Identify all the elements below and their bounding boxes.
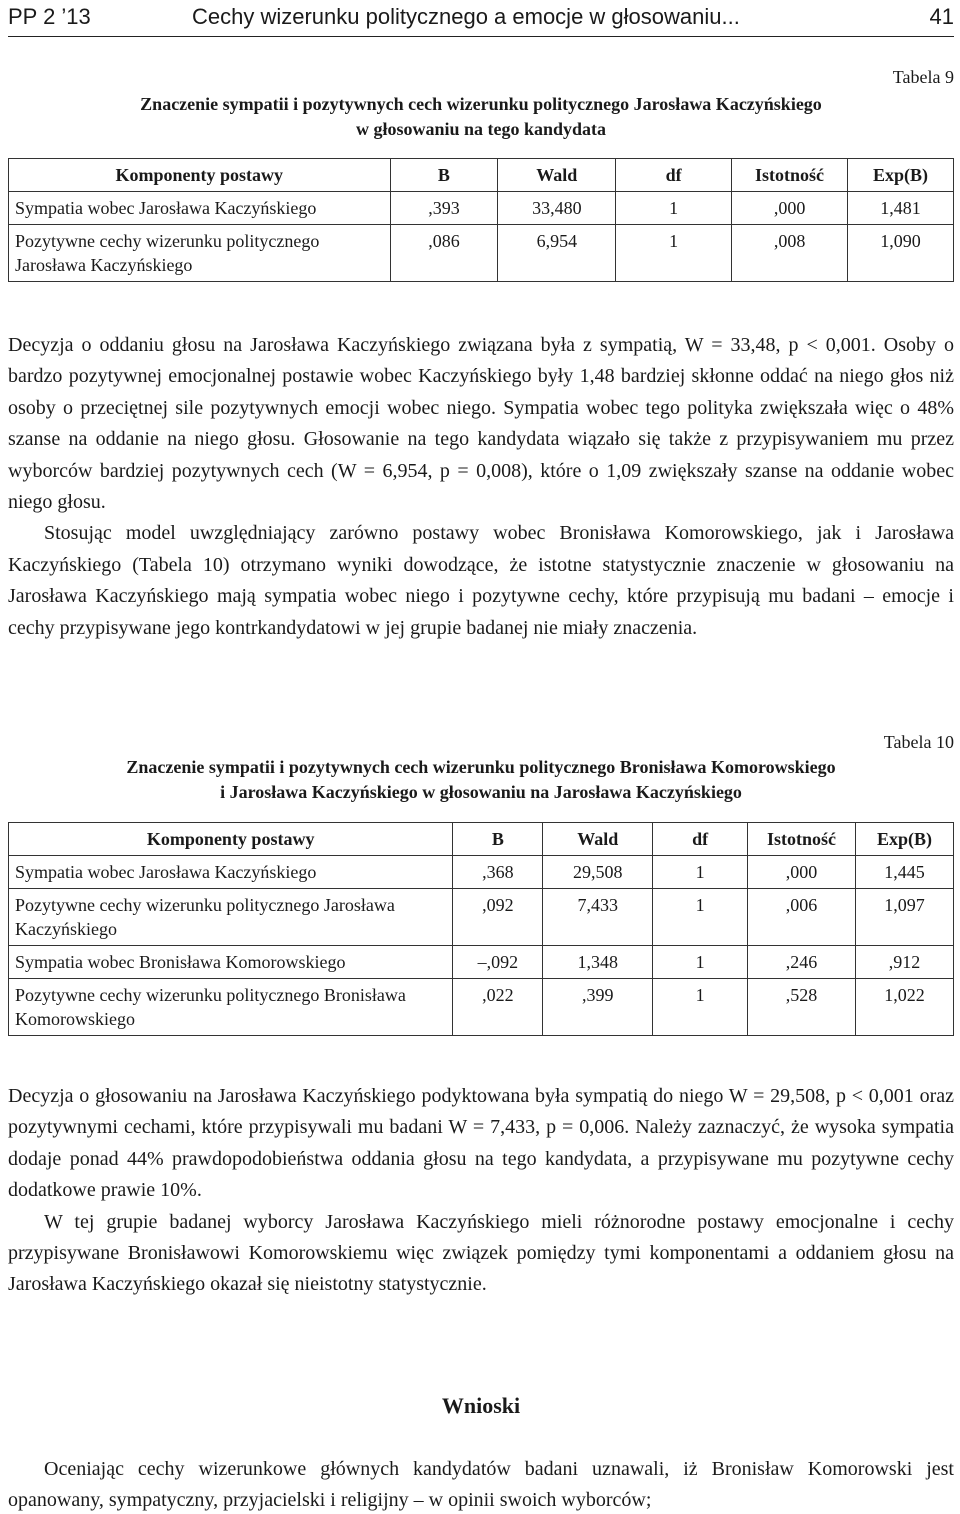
table-cell: 1 [616, 225, 732, 282]
table-cell: 29,508 [543, 856, 653, 889]
table-cell: ,393 [390, 192, 498, 225]
table10-col-df: df [653, 823, 748, 856]
table-cell: 1 [616, 192, 732, 225]
table10-title-line1: Znaczenie sympatii i pozytywnych cech wizerunku politycznego Bronisława Komorowskiego [126, 757, 836, 777]
table-cell: Pozytywne cechy wizerunku politycznego Jarosława Kaczyńskiego [9, 225, 391, 282]
table10-col-wald: Wald [543, 823, 653, 856]
table-cell: 1,022 [856, 979, 954, 1036]
table10-col-expb: Exp(B) [856, 823, 954, 856]
table9-title [8, 92, 954, 142]
table-row [9, 856, 954, 889]
table-cell: 7,433 [543, 889, 653, 946]
table-row [9, 889, 954, 946]
table-cell: ,022 [453, 979, 543, 1036]
header-rule [8, 36, 954, 37]
table9-col-df: df [616, 159, 732, 192]
table-cell: 1 [653, 946, 748, 979]
table-cell: ,368 [453, 856, 543, 889]
table-cell: ,000 [748, 856, 856, 889]
paragraph: Decyzja o oddaniu głosu na Jarosława Kaczyńskiego związana była z sympatią, W = 33,48, p < 0,001. Osoby o bardzo pozytywnej emocjonalnej postawie wobec Kaczyńskiego były 1,48 bardziej skłonne oddać na niego głos niż osoby o przeciętnej sile pozytywnych emocji wobec niego. Sympatia wobec tego polityka zwiększała więc o 48% szanse na oddanie na niego głosu. Głosowanie na tego kandydata wiązało się także z przypisywaniem mu przez wyborców bardziej pozytywnych cech (W = 6,954, p = 0,008), które o 1,09 zwiększały szanse na oddanie wobec niego głosu. [8, 334, 954, 514]
table-cell: Pozytywne cechy wizerunku politycznego Bronisława Komorowskiego [9, 979, 453, 1036]
page-number: 41 [929, 4, 954, 29]
table9-title-line1: Znaczenie sympatii i pozytywnych cech wizerunku politycznego Jarosława Kaczyńskiego [140, 94, 822, 114]
table-row [9, 192, 954, 225]
table10-col-component: Komponenty postawy [9, 823, 453, 856]
table-cell: ,086 [390, 225, 498, 282]
table-row [9, 946, 954, 979]
table9-col-b: B [390, 159, 498, 192]
table10-title [8, 755, 954, 805]
table9-col-component: Komponenty postawy [9, 159, 391, 192]
table-cell: 1,090 [848, 225, 954, 282]
conclusions-text [8, 1454, 954, 1514]
table10-title-line2: i Jarosława Kaczyńskiego w głosowaniu na Jarosława Kaczyńskiego [220, 782, 742, 802]
table9-col-expb: Exp(B) [848, 159, 954, 192]
table10-header-row [9, 823, 954, 856]
running-header [8, 0, 954, 36]
table-cell: 1,348 [543, 946, 653, 979]
paragraph: Oceniając cechy wizerunkowe głównych kandydatów badani uznawali, iż Bronisław Komorowski jest opanowany, sympatyczny, przyjacielski i religijny – w opinii swoich wyborców; [8, 1458, 954, 1512]
table-cell: Sympatia wobec Jarosława Kaczyńskiego [9, 856, 453, 889]
table-cell: ,912 [856, 946, 954, 979]
table-cell: Sympatia wobec Jarosława Kaczyńskiego [9, 192, 391, 225]
table10 [8, 822, 954, 1036]
table10-label: Tabela 10 [883, 732, 954, 752]
body-text-2 [8, 1081, 954, 1301]
paragraph: Stosując model uwzględniający zarówno postawy wobec Bronisława Komorowskiego, jak i Jarosława Kaczyńskiego (Tabela 10) otrzymano wyniki dowodzące, że istotne statystycznie znaczenie w głosowaniu na Jarosława Kaczyńskiego mają sympatia wobec niego i pozytywne cechy, które przypisują mu badani – emocje i cechy przypisywane jego kontrkandydatowi w jej grupie badanej nie miały znaczenia. [8, 522, 954, 639]
table-cell: ,006 [748, 889, 856, 946]
table-cell: ,000 [732, 192, 848, 225]
body-text-1 [8, 330, 954, 644]
paragraph: W tej grupie badanej wyborcy Jarosława Kaczyńskiego mieli różnorodne postawy emocjonalne i cechy przypisywane Bronisławowi Komorowskiemu więc związek pomiędzy tymi komponentami a oddaniem głosu na Jarosława Kaczyńskiego okazał się nieistotny statystycznie. [8, 1210, 954, 1296]
table-cell: ,528 [748, 979, 856, 1036]
table-cell: ,246 [748, 946, 856, 979]
table-cell: Pozytywne cechy wizerunku politycznego Jarosława Kaczyńskiego [9, 889, 453, 946]
running-title: Cechy wizerunku politycznego a emocje w głosowaniu... [192, 4, 740, 29]
table-cell: 1 [653, 856, 748, 889]
table-cell: 1,097 [856, 889, 954, 946]
paragraph: Decyzja o głosowaniu na Jarosława Kaczyńskiego podyktowana była sympatią do niego W = 29,508, p < 0,001 oraz pozytywnymi cechami, które przypisywali mu badani W = 7,433, p = 0,006. Należy zaznaczyć, że wysoka sympatia dodaje ponad 44% prawdopodobieństwa oddania głosu na tego kandydata, a przypisywane mu pozytywne cechy dodatkowe prawie 10%. [8, 1085, 954, 1202]
table-cell: ,008 [732, 225, 848, 282]
table10-col-significance: Istotność [748, 823, 856, 856]
table-cell: 1,481 [848, 192, 954, 225]
table-cell: –,092 [453, 946, 543, 979]
table-cell: Sympatia wobec Bronisława Komorowskiego [9, 946, 453, 979]
table9 [8, 158, 954, 282]
table-row [9, 979, 954, 1036]
section-heading-conclusions: Wnioski [441, 1393, 521, 1418]
journal-issue: PP 2 ’13 [8, 4, 91, 29]
table10-col-b: B [453, 823, 543, 856]
table-cell: 1 [653, 889, 748, 946]
table-cell: 6,954 [498, 225, 616, 282]
table-row [9, 225, 954, 282]
table9-col-significance: Istotność [732, 159, 848, 192]
table9-title-line2: w głosowaniu na tego kandydata [355, 119, 607, 139]
table9-header-row [9, 159, 954, 192]
table-cell: 1 [653, 979, 748, 1036]
table-cell: 33,480 [498, 192, 616, 225]
table-cell: 1,445 [856, 856, 954, 889]
table-cell: ,399 [543, 979, 653, 1036]
table9-label: Tabela 9 [892, 67, 954, 87]
table9-col-wald: Wald [498, 159, 616, 192]
table-cell: ,092 [453, 889, 543, 946]
